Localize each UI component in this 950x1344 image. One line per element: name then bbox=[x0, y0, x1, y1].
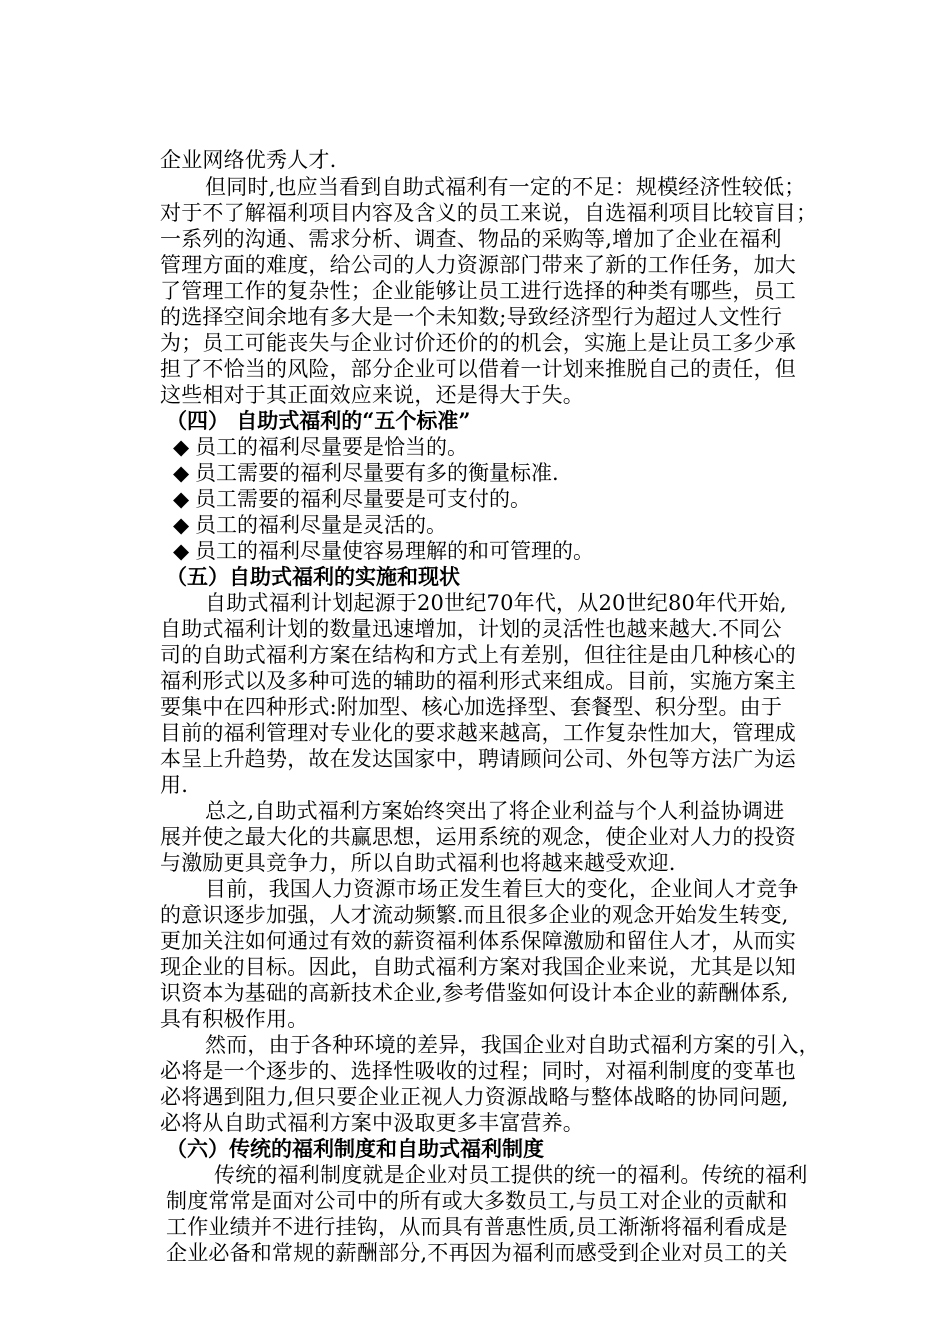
paragraph-line: 传统的福利制度就是企业对员工提供的统一的福利。传统的福利 bbox=[214, 1163, 808, 1187]
bullet-item bbox=[173, 538, 594, 564]
diamond-bullet-icon: ◆ bbox=[173, 487, 190, 511]
paragraph-line: 的选择空间余地有多大是一个未知数;导致经济型行为超过人文性行 bbox=[160, 305, 783, 329]
paragraph-line: 目前的福利管理对专业化的要求越来越高，工作复杂性加大，管理成 bbox=[160, 721, 796, 745]
paragraph-line: 企业网络优秀人才. bbox=[160, 148, 337, 172]
paragraph-line: 制度常常是面对公司中的所有或大多数员工,与员工对企业的贡献和 bbox=[166, 1189, 788, 1213]
bullet-text: 员工的福利尽量是灵活的。 bbox=[195, 513, 447, 537]
bullet-text: 员工需要的福利尽量要是可支付的。 bbox=[195, 487, 531, 511]
diamond-bullet-icon: ◆ bbox=[173, 539, 190, 563]
paragraph-line: 的意识逐步加强，人才流动频繁.而且很多企业的观念开始发生转变, bbox=[160, 903, 789, 927]
paragraph-line: 为；员工可能丧失与企业讨价还价的的机会，实施上是让员工多少承 bbox=[160, 331, 796, 355]
paragraph-line: 自助式福利计划的数量迅速增加，计划的灵活性也越来越大.不同公 bbox=[160, 617, 782, 641]
bullet-item bbox=[173, 434, 468, 460]
diamond-bullet-icon: ◆ bbox=[173, 435, 190, 459]
paragraph-line: 管理方面的难度，给公司的人力资源部门带来了新的工作任务，加大 bbox=[160, 253, 796, 277]
paragraph-line: 必将是一个逐步的、选择性吸收的过程；同时，对福利制度的变革也 bbox=[160, 1059, 796, 1083]
paragraph-line: 了管理工作的复杂性；企业能够让员工进行选择的种类有哪些，员工 bbox=[160, 279, 796, 303]
bullet-text: 员工的福利尽量要是恰当的。 bbox=[195, 435, 468, 459]
paragraph-line: 更加关注如何通过有效的薪资福利体系保障激励和留住人才，从而实 bbox=[160, 929, 796, 953]
paragraph-line: 与激励更具竞争力，所以自助式福利也将越来越受欢迎. bbox=[160, 851, 676, 875]
paragraph-line: 具有积极作用。 bbox=[160, 1007, 309, 1031]
bullet-text: 员工的福利尽量使容易理解的和可管理的。 bbox=[195, 539, 594, 563]
bullet-item bbox=[173, 486, 531, 512]
paragraph-line: 一系列的沟通、需求分析、调查、物品的采购等,增加了企业在福利 bbox=[160, 227, 782, 251]
paragraph-line: 这些相对于其正面效应来说，还是得大于失。 bbox=[160, 383, 584, 407]
paragraph-line: 用. bbox=[160, 773, 189, 797]
paragraph-line: 企业必备和常规的薪酬部分,不再因为福利而感受到企业对员工的关 bbox=[166, 1241, 788, 1265]
paragraph-line: 目前，我国人力资源市场正发生着巨大的变化，企业间人才竞争 bbox=[205, 877, 799, 901]
paragraph-line: 本呈上升趋势，故在发达国家中，聘请顾问公司、外包等方法广为运 bbox=[160, 747, 796, 771]
paragraph-line: 司的自助式福利方案在结构和方式上有差别，但往往是由几种核心的 bbox=[160, 643, 796, 667]
paragraph-line: 要集中在四种形式:附加型、核心加选择型、套餐型、积分型。由于 bbox=[160, 695, 783, 719]
bullet-item bbox=[173, 460, 559, 486]
diamond-bullet-icon: ◆ bbox=[173, 461, 190, 485]
paragraph-line: 现企业的目标。因此，自助式福利方案对我国企业来说，尤其是以知 bbox=[160, 955, 796, 979]
paragraph-line: 对于不了解福利项目内容及含义的员工来说，自选福利项目比较盲目； bbox=[160, 201, 818, 225]
diamond-bullet-icon: ◆ bbox=[173, 513, 190, 537]
section-heading-4: （四） 自助式福利的“五个标准” bbox=[166, 408, 471, 433]
paragraph-line: 工作业绩并不进行挂钩，从而具有普惠性质,员工渐渐将福利看成是 bbox=[166, 1215, 788, 1239]
bullet-item bbox=[173, 512, 447, 538]
paragraph-line: 担了不恰当的风险，部分企业可以借着一计划来推脱自己的责任，但 bbox=[160, 357, 796, 381]
paragraph-line: 必将遇到阻力,但只要企业正视人力资源战略与整体战略的协同问题, bbox=[160, 1085, 789, 1109]
paragraph-line: 展并使之最大化的共赢思想，运用系统的观念，使企业对人力的投资 bbox=[160, 825, 796, 849]
paragraph-line: 总之,自助式福利方案始终突出了将企业利益与个人利益协调进 bbox=[205, 799, 785, 823]
section-heading-5: （五）自助式福利的实施和现状 bbox=[166, 564, 460, 589]
bullet-text: 员工需要的福利尽量要有多的衡量标准. bbox=[195, 461, 559, 485]
paragraph-line: 识资本为基础的高新技术企业,参考借鉴如何设计本企业的薪酬体系, bbox=[160, 981, 789, 1005]
paragraph-line: 但同时,也应当看到自助式福利有一定的不足：规模经济性较低； bbox=[205, 175, 806, 199]
section-heading-6: （六）传统的福利制度和自助式福利制度 bbox=[166, 1136, 544, 1161]
paragraph-line: 福利形式以及多种可选的辅助的福利形式来组成。目前，实施方案主 bbox=[160, 669, 796, 693]
paragraph-line: 然而，由于各种环境的差异，我国企业对自助式福利方案的引入， bbox=[205, 1033, 820, 1057]
paragraph-line: 自助式福利计划起源于20世纪70年代，从20世纪80年代开始, bbox=[205, 591, 787, 615]
paragraph-line: 必将从自助式福利方案中汲取更多丰富营养。 bbox=[160, 1111, 584, 1135]
